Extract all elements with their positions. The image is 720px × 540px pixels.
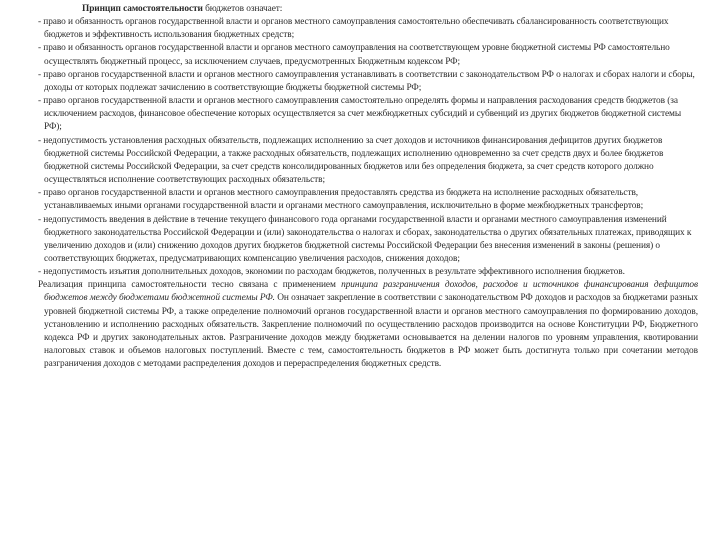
list-item-text: право и обязанность органов государственной власти и органов местного самоуправления на соответствующем уровне бюджетной системы РФ самостоятельно осуществлять бюджетный процесс, за исключением случаев, предусмотренных Бюджетным кодексом РФ; xyxy=(43,43,670,67)
list-marker: - xyxy=(38,188,44,199)
concluding-paragraph xyxy=(38,279,698,371)
list-marker: - xyxy=(38,69,44,80)
list-item-text: право органов государственной власти и органов местного самоуправления устанавливать в соответствии с законодательством РФ о налогах и сборах налоги и сборы, доходы от которых подлежат зачислению в соответствующие бюджеты бюджетной системы РФ; xyxy=(43,69,695,93)
list-item xyxy=(38,42,698,68)
list-item xyxy=(38,135,698,188)
principle-heading-rest: бюджетов означает: xyxy=(202,4,283,14)
list-marker: - xyxy=(38,96,44,107)
principle-name: Принцип самостоятельности xyxy=(82,4,203,14)
list-marker: - xyxy=(38,214,44,225)
concluding-body: Он означает закрепление в соответствии с законодательством РФ доходов и расходов за бюджетами разных уровней бюджетной системы РФ, а также определение полномочий органов государственной власти и органов местного самоуправления по формированию доходов, установлению и исполнению расходных обязательств. Закрепление полномочий по осуществлению расходов производится на основе Конституции РФ, Бюджетного кодекса РФ и других законодательных актов. Разграничение доходов между бюджетами основывается на делении налогов по уровням управления, квотировании налоговых ставок и объемов налоговых поступлений. Вместе с тем, самостоятельность бюджетов в РФ может быть достигнута только при сочетании методов разграничения доходов с методами распределения доходов и перераспределения бюджетных средств. xyxy=(44,293,698,370)
list-item-text: недопустимость установления расходных обязательств, подлежащих исполнению за счет доходов и источников финансирования дефицитов других бюджетов бюджетной системы Российской Федерации, а также расходных обязательств, подлежащих исполнению одновременно за счет средств двух и более бюджетов бюджетной системы Российской Федерации, за счет средств консолидированных бюджетов или без определения бюджета, за счет средств которого должно осуществляться исполнение соответствующих расходных обязательств; xyxy=(43,135,664,186)
list-item xyxy=(38,187,698,213)
list-item-text: недопустимость введения в действие в течение текущего финансового года органами государственной власти и органами местного самоуправления изменений бюджетного законодательства Российской Федерации и (или) законодательства о налогах и сборах, законодательства о других обязательных платежах, приводящих к увеличению доходов и (или) снижению доходов других бюджетов бюджетной системы Российской Федерации без внесения изменений в законы (решения) о соответствующих бюджетах, предусматривающих компенсацию увеличения расходов, снижения доходов; xyxy=(43,214,692,264)
list-marker: - xyxy=(38,267,44,278)
list-item xyxy=(38,16,698,42)
document-page xyxy=(38,3,698,371)
list-item xyxy=(38,266,698,279)
delimitation-principle-term: принципа разграничения доходов, расходов и источников финансирования дефицитов бюджетов между бюджетами бюджетной системы РФ. xyxy=(44,280,698,304)
concluding-intro: Реализация принципа самостоятельности тесно связана с применением xyxy=(38,280,342,291)
list-item-text: недопустимость изъятия дополнительных доходов, экономии по расходам бюджетов, полученных в результате эффективного исполнения бюджетов. xyxy=(43,267,625,278)
list-item-text: право органов государственной власти и органов местного самоуправления самостоятельно определять формы и направления расходования средств бюджетов (за исключением расходов, финансовое обеспечение которых осуществляется за счет межбюджетных субсидий и субвенций из других бюджетов бюджетной системы РФ); xyxy=(43,96,682,133)
list-item-text: право и обязанность органов государственной власти и органов местного самоуправления самостоятельно обеспечивать сбалансированность соответствующих бюджетов и эффективность использования бюджетных средств; xyxy=(43,17,669,41)
list-item xyxy=(38,95,698,134)
principle-heading xyxy=(38,3,698,16)
list-marker: - xyxy=(38,43,44,54)
list-item xyxy=(38,69,698,95)
list-item-text: право органов государственной власти и органов местного самоуправления предоставлять средства из бюджета на исполнение расходных обязательств, устанавливаемых иными органами государственной власти и органами местного самоуправления, исключительно в форме межбюджетных трансфертов; xyxy=(43,188,644,212)
list-marker: - xyxy=(38,135,44,146)
list-marker: - xyxy=(38,17,44,28)
list-item xyxy=(38,214,698,267)
